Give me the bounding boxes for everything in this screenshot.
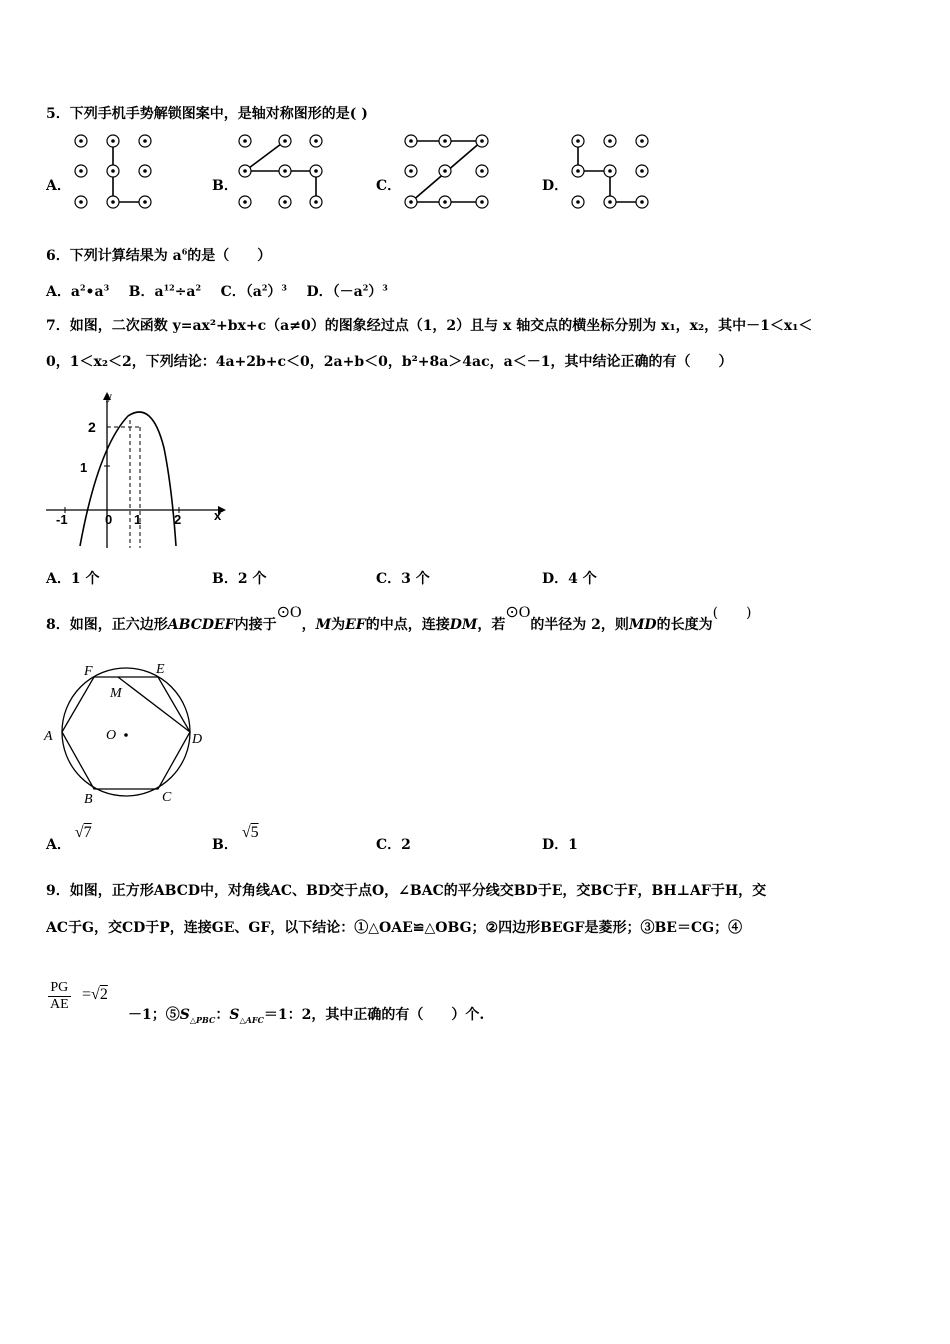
q5-option-b-label: B． <box>212 178 238 194</box>
q7-option-b: B．2 个 <box>212 571 267 587</box>
q8-stem: 8．如图，正六边形ABCDEF内接于⊙O，M为EF的中点，连接DM，若⊙O的半径为 2，则MD的长度为( ) <box>46 604 752 633</box>
unlock-pattern-b-icon <box>239 135 322 208</box>
q7-parabola-graph <box>42 388 232 550</box>
q8-paren: ( ) <box>712 605 752 621</box>
q7-stem-line1: 7．如图，二次函数 y=ax²+bx+c（a≠0）的图象经过点（1，2）且与 x 轴交点的横坐标分别为 x₁，x₂，其中－1＜x₁＜ <box>46 318 813 334</box>
q8-hexagon-figure <box>42 655 212 810</box>
q6-stem-exp: 6 <box>181 246 188 257</box>
q6-stem-post: 的是（ ） <box>187 248 272 264</box>
q8-label-d: D <box>192 732 203 747</box>
q9-stem-line3: －1；$⑤S_{\triangle PBC}$：$S_{\triangle AFC}=1$：2，其中正确的有（ ）个. <box>128 1007 485 1025</box>
q8-circle-o-1: ⊙O <box>276 604 302 621</box>
q7-tick-y-1: 1 <box>80 460 88 475</box>
q5-stem: 5．下列手机手势解锁图案中，是轴对称图形的是( ) <box>46 106 368 122</box>
q9-stem-line2: AC于G，交CD于P，连接GE、GF，以下结论：①△OAE≌△OBG；②四边形BEGF是菱形；③BE＝CG；④ <box>46 920 743 936</box>
q7-option-a: A．1 个 <box>46 571 100 587</box>
q8-label-m: M <box>110 686 122 701</box>
q9-equals-sqrt: =√2 <box>82 986 108 1003</box>
q7-x-label: x <box>214 508 222 523</box>
q7-tick-x-neg1: -1 <box>56 512 68 527</box>
q5-option-c-label: C． <box>376 178 402 194</box>
q5-pattern-figures <box>66 128 666 218</box>
q8-option-b: B．√5 <box>212 824 259 853</box>
unlock-pattern-c-icon <box>405 135 488 208</box>
q9-fraction: $\frac{PG}{AE}$ <box>50 980 69 1012</box>
q7-y-label: y <box>106 389 112 403</box>
q7-stem-line2: 0，1＜x₂＜2，下列结论：4a+2b+c＜0，2a+b＜0，b²+8a＞4ac，a＜－1，其中结论正确的有（ ） <box>46 354 733 370</box>
q7-tick-x-0: 0 <box>105 512 113 527</box>
q8-label-o: O <box>106 728 117 743</box>
q6-stem-pre: 6．下列计算结果为 a <box>46 248 182 264</box>
q6-options: A．$a^2•a^3$ B．$a^{12}\div a^2$ C．$(a^2)^3$ D．$(-a^2)^3$ <box>46 282 388 300</box>
q5-option-a-label: A． <box>46 178 71 194</box>
q9-stem-line1: 9．如图，正方形ABCD中，对角线AC、BD交于点O，∠BAC的平分线交BD于E，交BC于F，BH⊥AF于H，交 <box>46 883 767 899</box>
q8-label-f: F <box>84 664 93 679</box>
q8-option-c: C．2 <box>376 837 411 853</box>
q8-option-d: D．1 <box>542 837 578 853</box>
q7-tick-x-1: 1 <box>134 512 142 527</box>
unlock-pattern-a-icon <box>75 135 151 208</box>
q8-label-b: B <box>84 792 93 807</box>
q8-label-a: A <box>44 729 53 744</box>
q8-option-a: A．√7 <box>46 824 92 853</box>
unlock-pattern-d-icon <box>572 135 648 208</box>
q8-label-e: E <box>156 662 165 677</box>
q8-label-c: C <box>162 790 172 805</box>
q7-tick-y-2: 2 <box>88 419 96 435</box>
q5-option-d-label: D． <box>542 178 569 194</box>
q6-stem <box>46 245 271 265</box>
q7-tick-x-2: 2 <box>174 512 182 527</box>
q7-option-d: D．4 个 <box>542 571 597 587</box>
q8-circle-o-2: ⊙O <box>505 604 531 621</box>
q7-option-c: C．3 个 <box>376 571 430 587</box>
